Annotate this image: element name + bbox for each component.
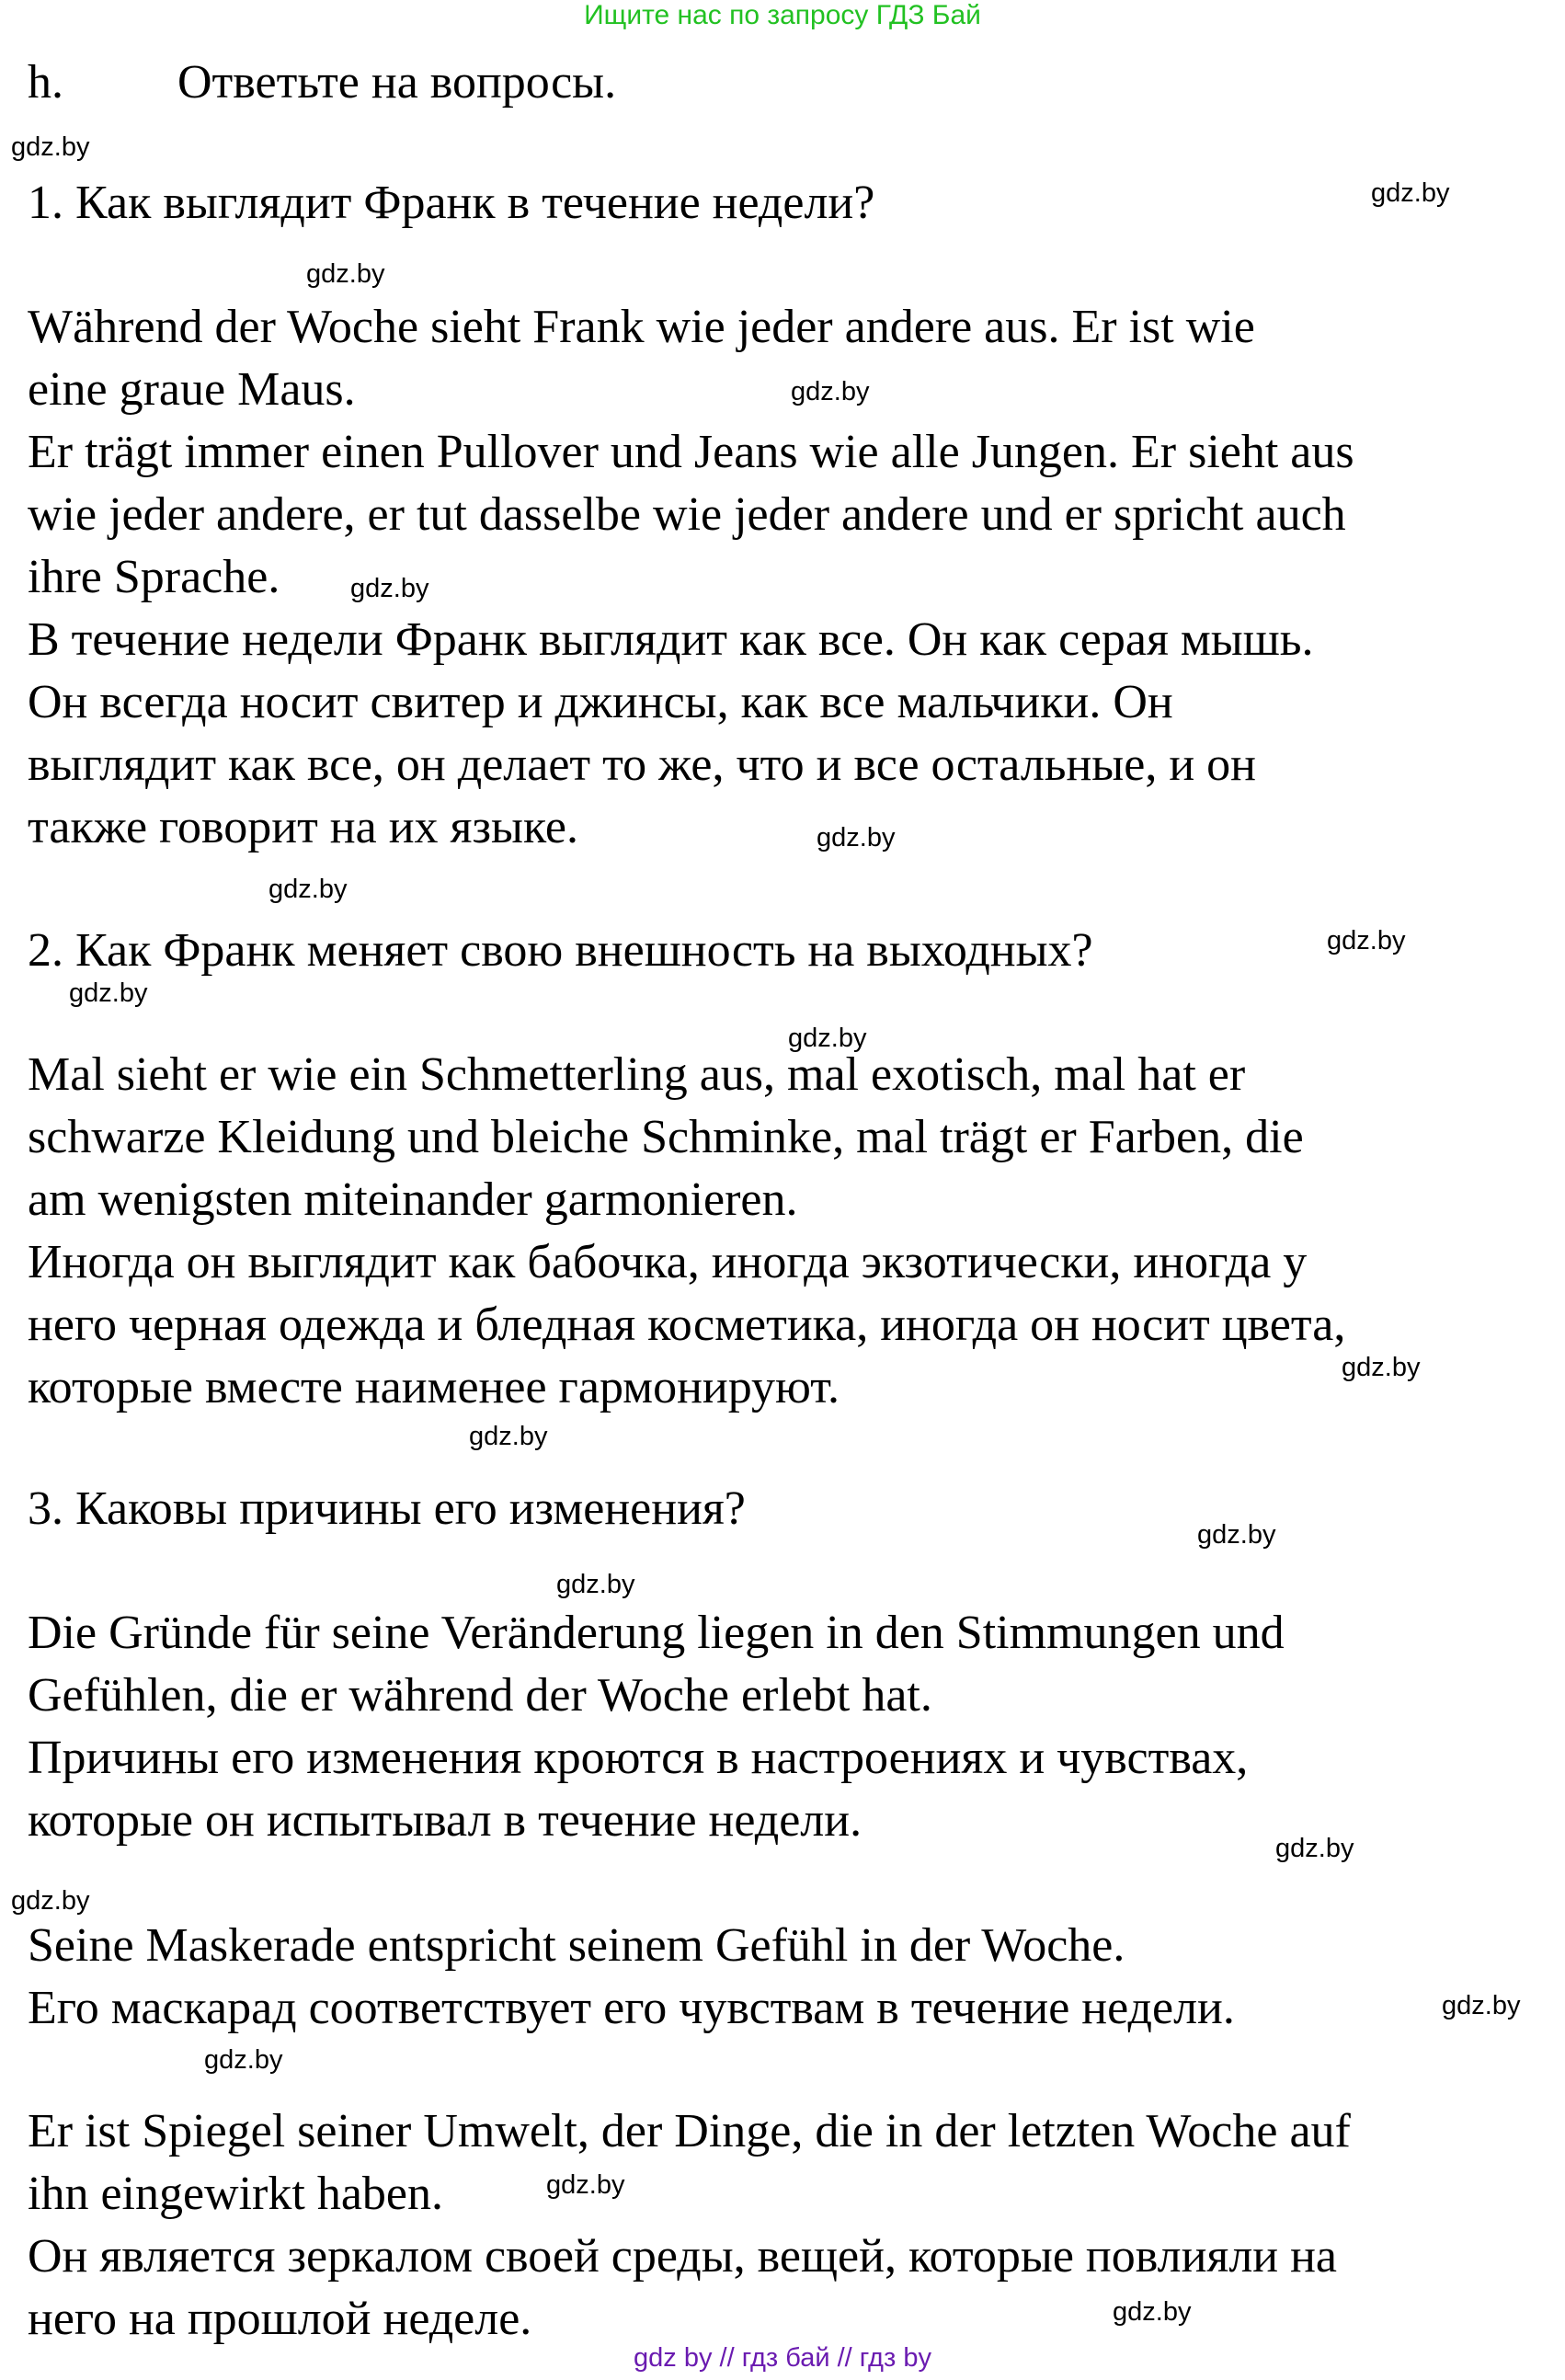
translation-line: Он всегда носит свитер и джинсы, как все мальчики. Он: [28, 676, 1173, 728]
watermark: gdz.by: [1275, 1834, 1354, 1863]
task-letter: h.: [28, 56, 63, 109]
footer-links[interactable]: gdz by // гдз бай // гдз by: [634, 2343, 931, 2373]
question-3: 3. Каковы причины его изменения?: [28, 1482, 746, 1535]
answer-line: Er trägt immer einen Pullover und Jeans wie alle Jungen. Er sieht aus: [28, 426, 1354, 478]
answer-line: Seine Maskerade entspricht seinem Gefühl in der Woche.: [28, 1919, 1125, 1972]
answer-line: schwarze Kleidung und bleiche Schminke, mal trägt er Farben, die: [28, 1111, 1304, 1163]
answer-line: eine graue Maus.: [28, 363, 356, 416]
watermark: gdz.by: [350, 574, 429, 603]
watermark: gdz.by: [268, 875, 348, 904]
answer-line: Mal sieht er wie ein Schmetterling aus, mal exotisch, mal hat er: [28, 1048, 1246, 1101]
translation-line: него на прошлой неделе.: [28, 2293, 532, 2345]
watermark: gdz.by: [306, 259, 385, 289]
watermark: gdz.by: [1327, 926, 1406, 955]
answer-line: am wenigsten miteinander garmonieren.: [28, 1173, 798, 1226]
answer-line: wie jeder andere, er tut dasselbe wie jeder andere und er spricht auch: [28, 488, 1346, 541]
watermark: gdz.by: [69, 978, 148, 1008]
watermark: gdz.by: [11, 132, 90, 162]
watermark: gdz.by: [817, 823, 896, 852]
watermark: gdz.by: [556, 1570, 635, 1599]
translation-line: Он является зеркалом своей среды, вещей, которые повлияли на: [28, 2230, 1338, 2283]
watermark: gdz.by: [788, 1024, 867, 1053]
answer-line: Gefühlen, die er während der Woche erlebt hat.: [28, 1669, 932, 1722]
translation-line: Причины его изменения кроются в настроениях и чувствах,: [28, 1732, 1249, 1784]
question-1: 1. Как выглядит Франк в течение недели?: [28, 177, 875, 229]
translation-line: которые вместе наименее гармонируют.: [28, 1361, 840, 1413]
translation-line: выглядит как все, он делает то же, что и все остальные, и он: [28, 738, 1256, 791]
answer-line: ihre Sprache.: [28, 551, 280, 603]
watermark: gdz.by: [1113, 2297, 1192, 2327]
watermark: gdz.by: [791, 377, 870, 406]
watermark: gdz.by: [1442, 1991, 1521, 2020]
watermark: gdz.by: [469, 1422, 548, 1451]
translation-line: Иногда он выглядит как бабочка, иногда экзотически, иногда у: [28, 1236, 1308, 1288]
translation-line: также говорит на их языке.: [28, 801, 578, 853]
answer-line: ihn eingewirkt haben.: [28, 2168, 443, 2220]
answer-line: Er ist Spiegel seiner Umwelt, der Dinge, die in der letzten Woche auf: [28, 2105, 1351, 2157]
watermark: gdz.by: [1342, 1353, 1421, 1382]
translation-line: него черная одежда и бледная косметика, иногда он носит цвета,: [28, 1299, 1346, 1351]
watermark: gdz.by: [204, 2045, 283, 2075]
answer-line: Während der Woche sieht Frank wie jeder andere aus. Er ist wie: [28, 301, 1255, 353]
answer-line: Die Gründe für seine Veränderung liegen in den Stimmungen und: [28, 1607, 1285, 1659]
watermark: gdz.by: [11, 1886, 90, 1916]
task-title: Ответьте на вопросы.: [177, 56, 617, 109]
translation-line: которые он испытывал в течение недели.: [28, 1794, 862, 1847]
watermark: gdz.by: [1371, 178, 1450, 208]
translation-line: В течение недели Франк выглядит как все. Он как серая мышь.: [28, 613, 1314, 666]
question-2: 2. Как Франк меняет свою внешность на выходных?: [28, 924, 1093, 977]
translation-line: Его маскарад соответствует его чувствам в течение недели.: [28, 1982, 1235, 2034]
watermark: gdz.by: [1197, 1520, 1276, 1550]
header-search-link[interactable]: Ищите нас по запросу ГДЗ Бай: [584, 0, 981, 30]
watermark: gdz.by: [546, 2170, 625, 2200]
